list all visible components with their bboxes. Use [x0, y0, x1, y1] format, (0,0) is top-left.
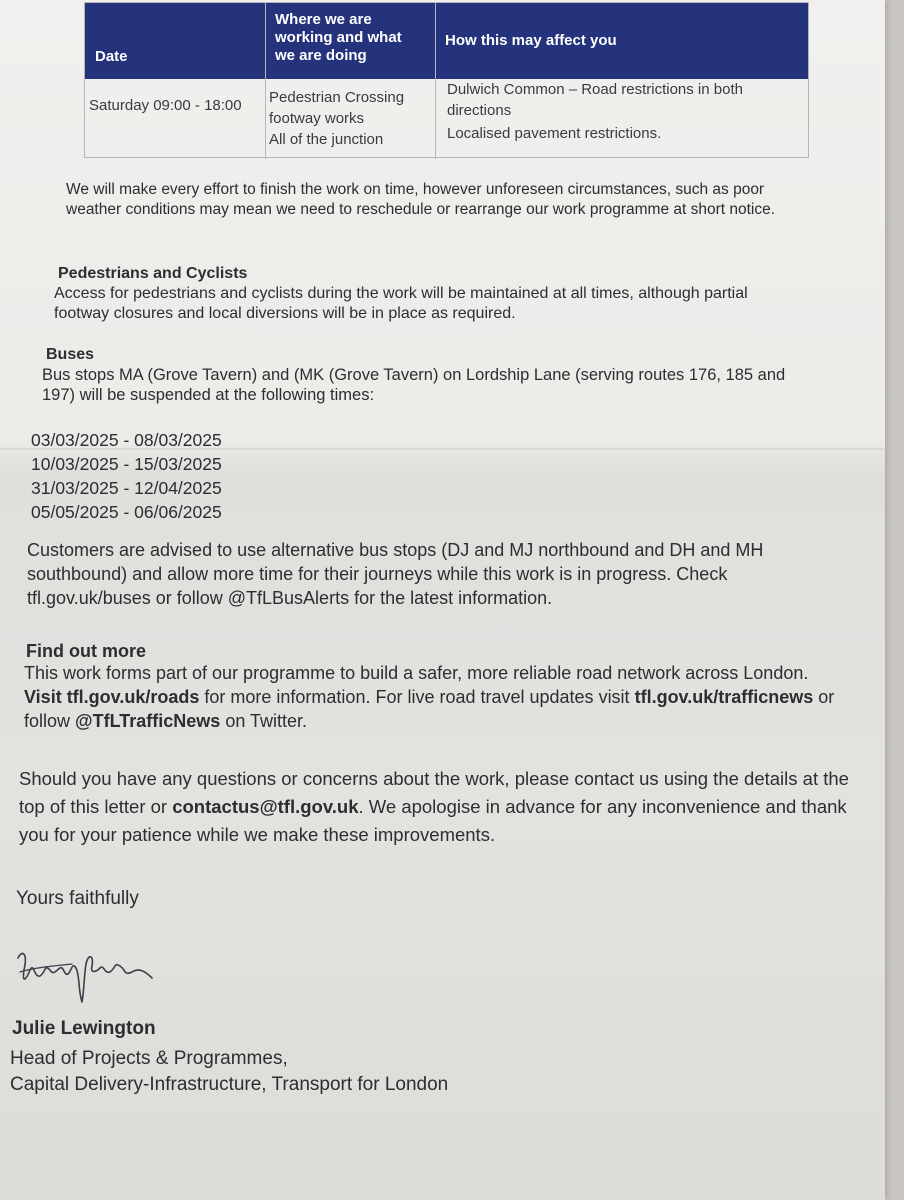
contact-email-link[interactable]: contactus@tfl.gov.uk: [172, 796, 359, 817]
signatory-role: [10, 1046, 448, 1098]
bus-advice: Customers are advised to use alternative bus stops (DJ and MJ northbound and DH and MH southbound) and allow more time for their journeys while this work is in progress. Check tfl.gov.uk/buses or follow @TfLBusAlerts for the latest information.: [27, 540, 764, 608]
header-how: How this may affect you: [445, 32, 617, 49]
header-where: Where we are working and what we are doing: [275, 11, 402, 64]
suspension-dates: [31, 428, 222, 524]
cell-date: Saturday 09:00 - 18:00: [89, 97, 242, 114]
buses-text: Bus stops MA (Grove Tavern) and (MK (Grove Tavern) on Lordship Lane (serving routes 176, 185 and 197) will be suspended at the following times:: [42, 366, 786, 404]
pedestrians-text: Access for pedestrians and cyclists during the work will be maintained at all times, although partial footway closures and local diversions will be in place as required.: [54, 285, 748, 322]
find-text-1: This work forms part of our programme to build a safer, more reliable road network across London.: [24, 663, 809, 683]
date-range: 31/03/2025 - 12/04/2025: [31, 478, 222, 498]
find-text-3: or follow: [24, 687, 835, 731]
trafficnews-link[interactable]: tfl.gov.uk/trafficnews: [634, 687, 814, 707]
date-range: 05/05/2025 - 06/06/2025: [31, 502, 222, 522]
schedule-notice: We will make every effort to finish the work on time, however unforeseen circumstances, such as poor weather conditions may mean we need to reschedule or rearrange our work programme at short notice.: [66, 181, 776, 218]
cell-how-line: Localised pavement restrictions.: [447, 125, 662, 142]
closing-line: Yours faithfully: [16, 888, 139, 909]
contact-text: [19, 765, 859, 849]
date-range: 10/03/2025 - 15/03/2025: [31, 454, 222, 474]
cell-how-line: Dulwich Common – Road restrictions in both directions: [447, 81, 743, 119]
signature-icon: [12, 940, 162, 1010]
cell-where-line: All of the junction: [269, 131, 384, 148]
cell-how: [447, 79, 797, 144]
date-range: 03/03/2025 - 08/03/2025: [31, 430, 222, 450]
find-text-2: for more information. For live road travel updates visit: [204, 687, 630, 707]
cell-where: [269, 87, 434, 150]
column-divider: [435, 3, 436, 159]
table-header: [85, 3, 808, 79]
signatory-department: Capital Delivery-Infrastructure, Transport for London: [10, 1074, 449, 1095]
signatory-name: Julie Lewington: [12, 1018, 156, 1039]
find-text-4: on Twitter.: [225, 711, 308, 731]
buses-heading: Buses: [46, 346, 95, 363]
header-date: Date: [95, 48, 128, 65]
column-divider: [265, 3, 266, 159]
roads-link[interactable]: Visit tfl.gov.uk/roads: [24, 687, 200, 707]
cell-where-line: Pedestrian Crossing footway works: [269, 89, 405, 127]
twitter-handle-link[interactable]: @TfLTrafficNews: [75, 711, 221, 731]
find-out-more-text: [24, 661, 844, 733]
contact-text-1: Should you have any questions or concerns about the work, please contact us using the details at the top of this letter or: [19, 768, 849, 817]
contact-text-2: . We apologise in advance for any inconvenience and thank you for your patience while we make these improvements.: [19, 796, 847, 845]
find-out-more-heading: Find out more: [26, 641, 146, 661]
pedestrians-heading: Pedestrians and Cyclists: [58, 265, 248, 282]
signatory-title: Head of Projects & Programmes,: [10, 1048, 288, 1069]
works-table: [84, 2, 809, 158]
